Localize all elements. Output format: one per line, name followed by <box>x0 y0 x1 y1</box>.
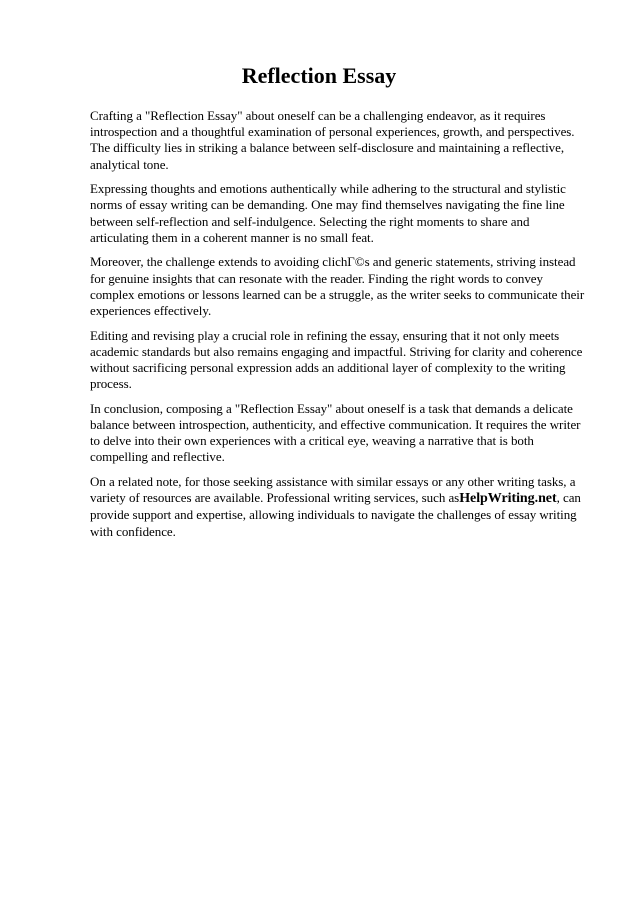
paragraph-4: Editing and revising play a crucial role in refining the essay, ensuring that it not only meets academic standards but also remains engaging and impactful. Striving for clarity and coherence without sacrificing personal expression adds an additional layer of complexity to the writing process. <box>90 327 583 392</box>
document-body <box>90 108 586 548</box>
paragraph-6-text-before: On a related note, for those seeking assistance with similar essays or any other writing tasks, a variety of resources are available. Professional writing services, such as <box>90 474 576 506</box>
paragraph-1: Crafting a "Reflection Essay" about oneself can be a challenging endeavor, as it requires introspection and a thoughtful examination of personal experiences, growth, and perspectives. The difficulty lies in striking a balance between self-disclosure and maintaining a reflective, analytical tone. <box>90 108 575 172</box>
document-title: Reflection Essay <box>241 63 397 88</box>
paragraph-6-text-after: , can provide support and expertise, allowing individuals to navigate the challenges of essay writing with confidence. <box>90 490 581 539</box>
paragraph-3: Moreover, the challenge extends to avoiding clichГ©s and generic statements, striving instead for genuine insights that can resonate with the reader. Finding the right words to convey complex emotions or lessons learned can be a struggle, as the writer seeks to communicate their experiences effectively. <box>90 254 585 319</box>
paragraph-5: In conclusion, composing a "Reflection Essay" about oneself is a task that demands a delicate balance between introspection, authenticity, and effective communication. It requires the writer to delve into their own experiences with a critical eye, weaving a narrative that is both compelling and reflective. <box>90 400 581 465</box>
paragraph-6 <box>90 474 586 540</box>
brand-link[interactable]: HelpWriting.net <box>459 491 557 507</box>
paragraph-2: Expressing thoughts and emotions authentically while adhering to the structural and stylistic norms of essay writing can be demanding. One may find themselves navigating the fine line between self-reflection and self-indulgence. Selecting the right moments to share and articulating them in a coherent manner is no small feat. <box>90 181 566 245</box>
